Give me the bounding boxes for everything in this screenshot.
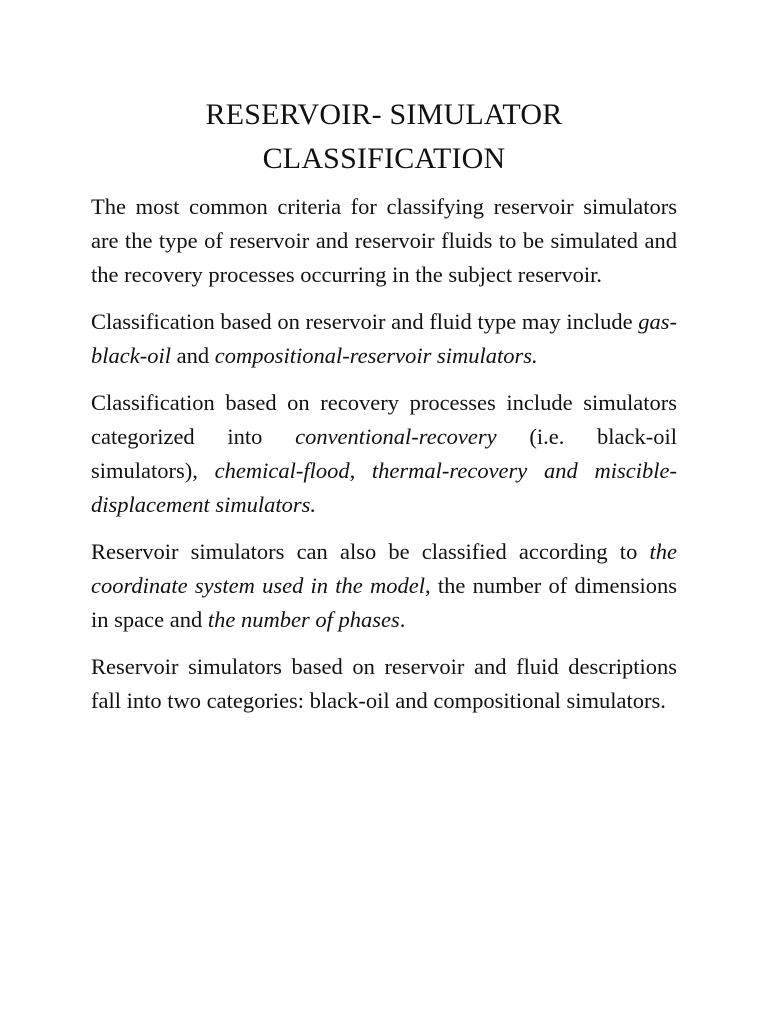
page-title: [91, 93, 677, 181]
emphasis-number-of-phases: the number of phases: [207, 607, 400, 632]
paragraph-text: (i.e. black-oil simulators),: [91, 424, 677, 483]
paragraph-fluid-type: [91, 305, 677, 373]
emphasis-gas-black-oil: gas-black-oil: [91, 309, 677, 368]
title-line-2: CLASSIFICATION: [262, 142, 506, 175]
paragraph-categories: Reservoir simulators based on reservoir and fluid descriptions fall into two categories: black-oil and compositional simulators.: [91, 654, 677, 713]
paragraph-text: , the number of dimensions in space and: [91, 573, 677, 632]
paragraph-text: Classification based on reservoir and fluid type may include: [91, 309, 639, 334]
paragraph-text: .: [399, 607, 406, 632]
emphasis-conventional-recovery: conventional-recovery: [295, 424, 497, 449]
emphasis-coordinate-system: the coordinate system used in the model: [91, 539, 677, 598]
emphasis-chemical-thermal-miscible: chemical-flood, thermal-recovery and miscible-displacement simulators.: [91, 458, 677, 517]
paragraph-text: Classification based on recovery processes include simulators categorized into: [91, 390, 677, 449]
emphasis-compositional: compositional-reservoir simulators.: [214, 343, 538, 368]
paragraph-coordinate-system: [91, 535, 677, 637]
paragraph-text: Reservoir simulators can also be classified according to: [91, 539, 650, 564]
title-line-1: RESERVOIR- SIMULATOR: [205, 98, 563, 131]
paragraph-text: and: [170, 343, 215, 368]
paragraph-recovery-processes: [91, 386, 677, 522]
paragraph-criteria: The most common criteria for classifying reservoir simulators are the type of reservoir and reservoir fluids to be simulated and the recovery processes occurring in the subject reservoir.: [91, 194, 677, 287]
document-page: [91, 93, 677, 731]
